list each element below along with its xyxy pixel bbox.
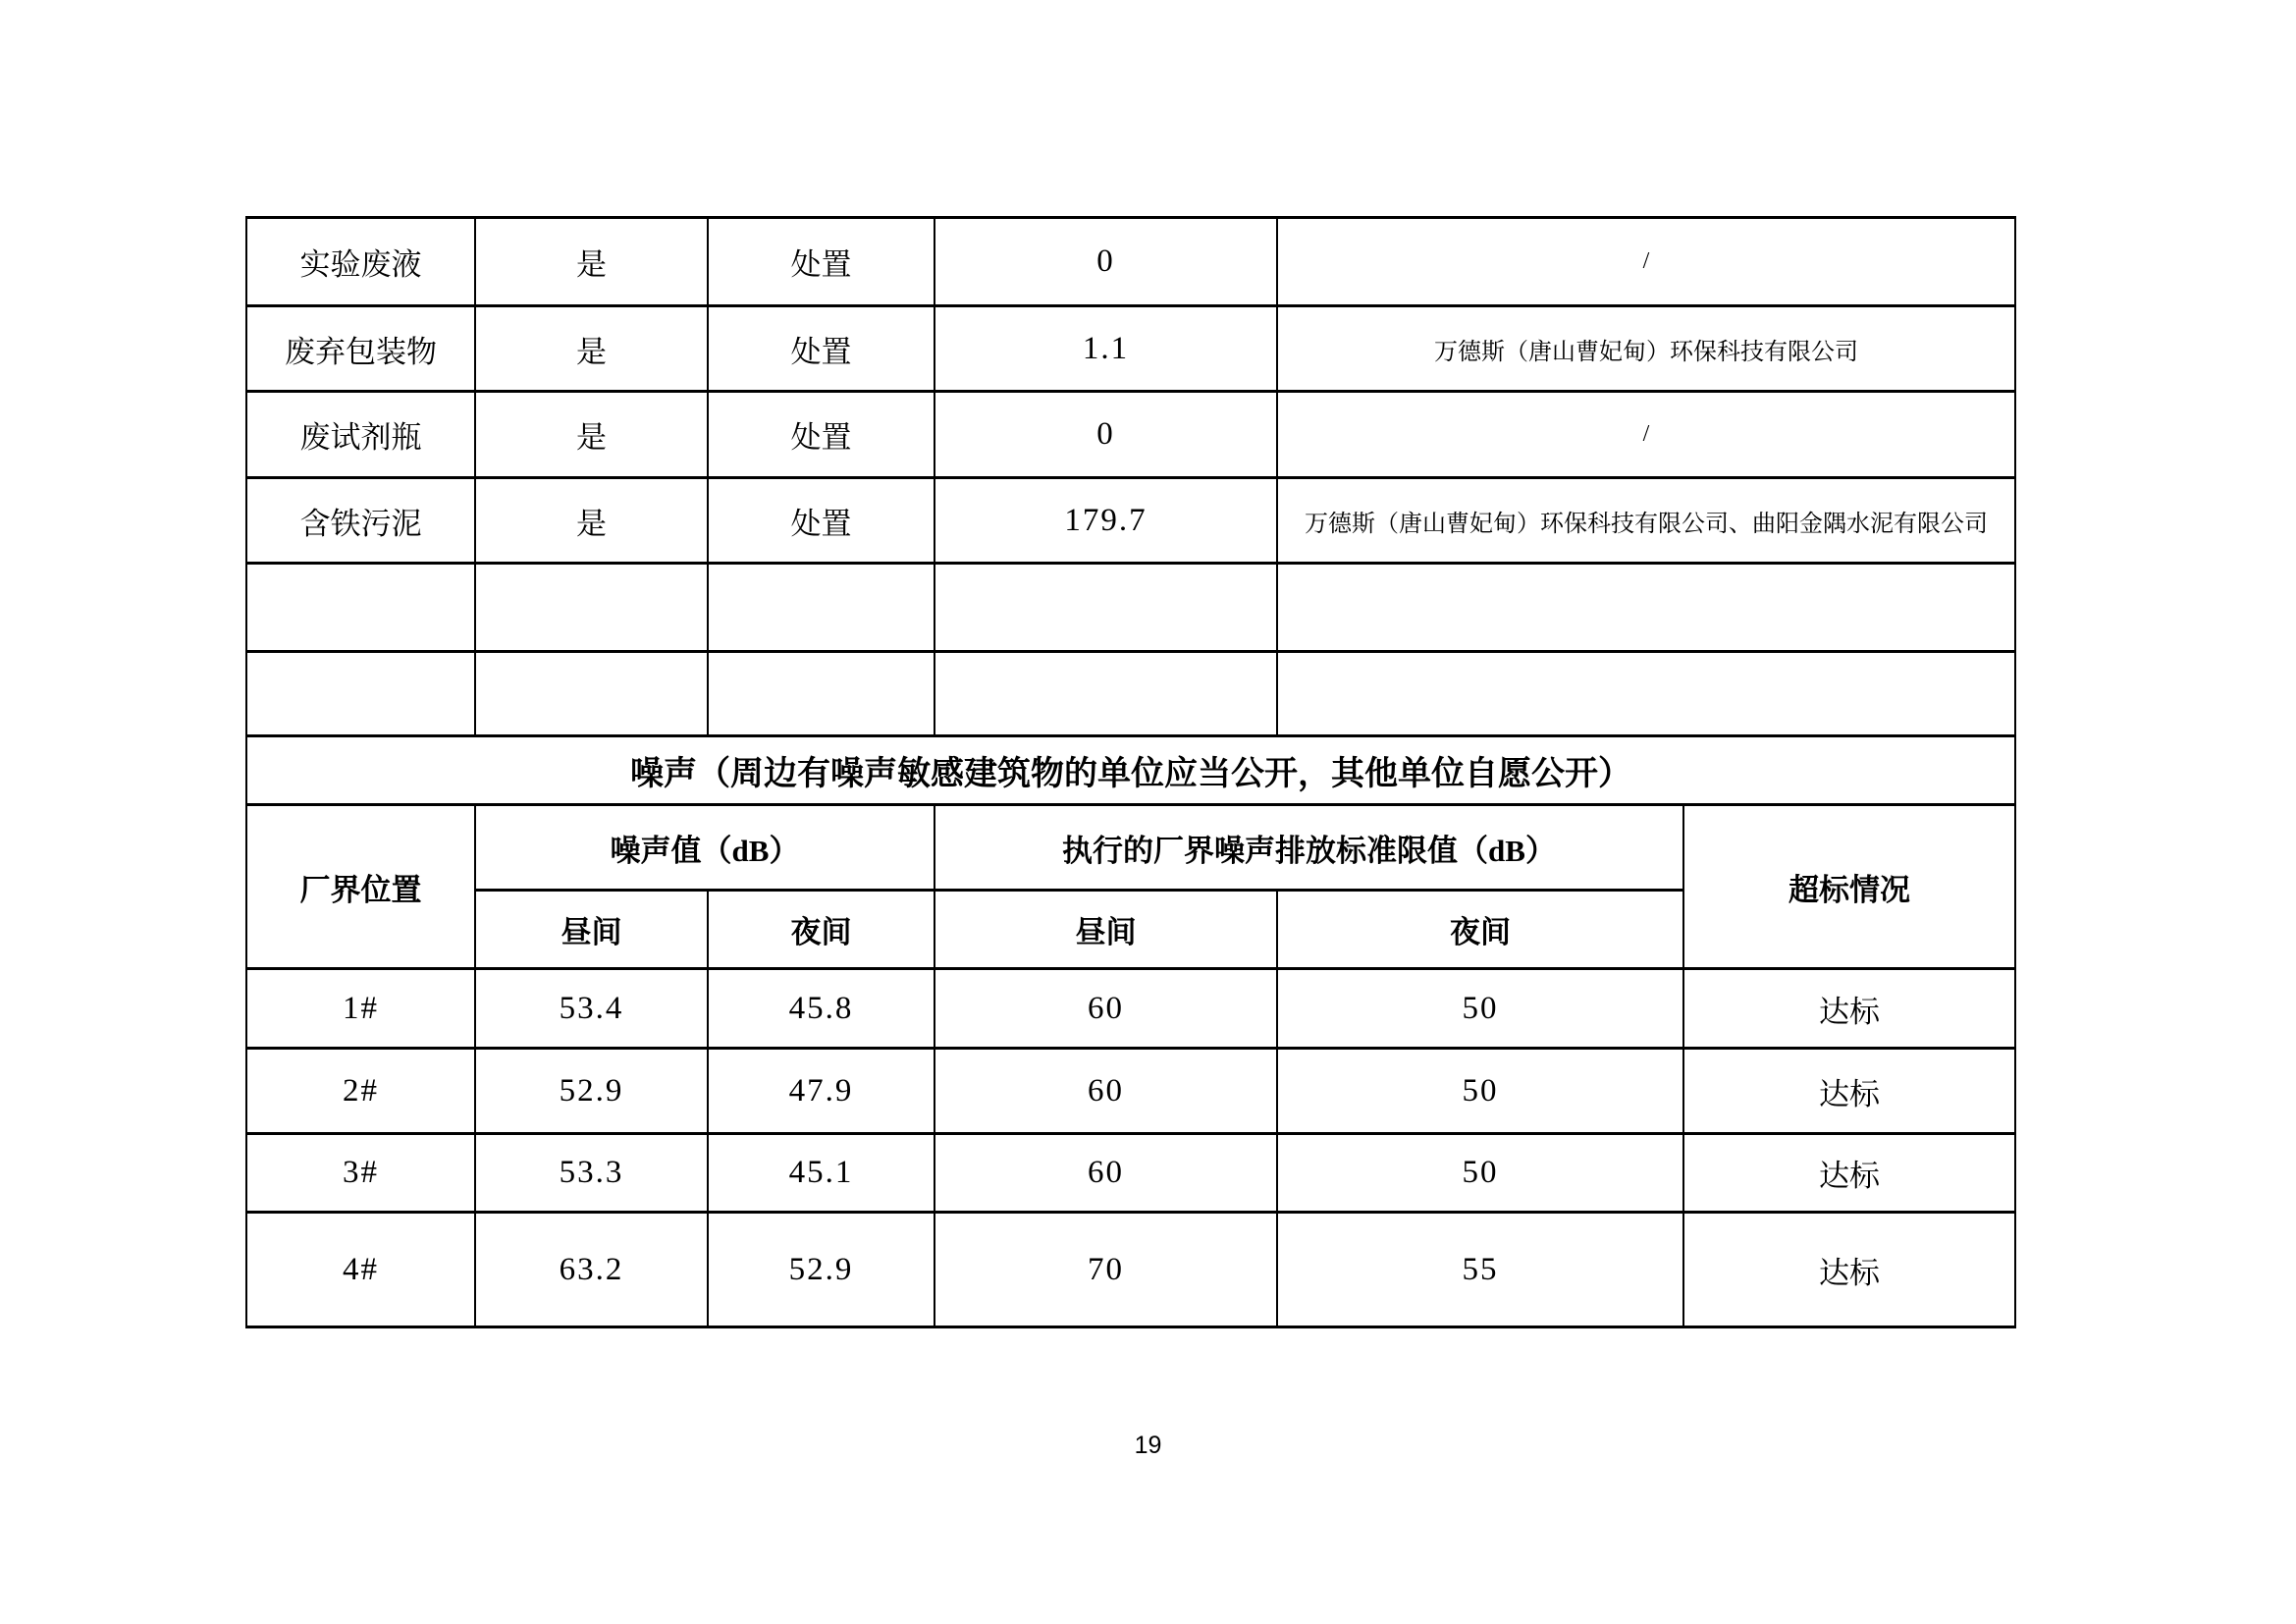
receiver-cell: / xyxy=(1277,392,2015,478)
night-limit-cell: 50 xyxy=(1277,1049,1683,1134)
day-limit-cell: 60 xyxy=(934,1049,1277,1134)
night-header: 夜间 xyxy=(708,891,934,969)
waste-row xyxy=(246,392,2015,478)
night-limit-cell: 55 xyxy=(1277,1213,1683,1327)
amount-cell xyxy=(934,652,1277,736)
status-cell: 达标 xyxy=(1683,1134,2015,1213)
amount-cell: 0 xyxy=(934,392,1277,478)
boundary-location-cell: 1# xyxy=(246,969,475,1049)
amount-cell: 0 xyxy=(934,218,1277,306)
noise-row xyxy=(246,969,2015,1049)
receiver-cell: 万德斯（唐山曹妃甸）环保科技有限公司、曲阳金隅水泥有限公司 xyxy=(1277,478,2015,564)
amount-cell: 179.7 xyxy=(934,478,1277,564)
disposal-method-cell: 处置 xyxy=(708,306,934,392)
noise-section-title-row xyxy=(246,736,2015,805)
noise-row xyxy=(246,1049,2015,1134)
disclosure-cell: 是 xyxy=(475,306,708,392)
noise-value-group-header: 噪声值（dB） xyxy=(475,805,934,891)
boundary-location-cell: 3# xyxy=(246,1134,475,1213)
waste-row-empty xyxy=(246,564,2015,652)
waste-row-empty xyxy=(246,652,2015,736)
receiver-cell: / xyxy=(1277,218,2015,306)
status-cell: 达标 xyxy=(1683,1049,2015,1134)
receiver-cell: 万德斯（唐山曹妃甸）环保科技有限公司 xyxy=(1277,306,2015,392)
night-value-cell: 45.8 xyxy=(708,969,934,1049)
night-value-cell: 45.1 xyxy=(708,1134,934,1213)
waste-row xyxy=(246,478,2015,564)
day-limit-cell: 60 xyxy=(934,969,1277,1049)
status-cell: 达标 xyxy=(1683,969,2015,1049)
disposal-method-cell: 处置 xyxy=(708,218,934,306)
receiver-cell xyxy=(1277,652,2015,736)
disposal-method-cell xyxy=(708,652,934,736)
noise-section-title: 噪声（周边有噪声敏感建筑物的单位应当公开，其他单位自愿公开） xyxy=(246,736,2015,805)
waste-row xyxy=(246,306,2015,392)
waste-name-cell: 废试剂瓶 xyxy=(246,392,475,478)
disclosure-cell: 是 xyxy=(475,478,708,564)
day-value-cell: 63.2 xyxy=(475,1213,708,1327)
waste-name-cell xyxy=(246,652,475,736)
night-limit-header: 夜间 xyxy=(1277,891,1683,969)
amount-cell: 1.1 xyxy=(934,306,1277,392)
day-limit-cell: 60 xyxy=(934,1134,1277,1213)
status-cell: 达标 xyxy=(1683,1213,2015,1327)
waste-name-cell xyxy=(246,564,475,652)
day-limit-cell: 70 xyxy=(934,1213,1277,1327)
noise-header-row-1 xyxy=(246,805,2015,891)
night-limit-cell: 50 xyxy=(1277,969,1683,1049)
waste-row xyxy=(246,218,2015,306)
noise-row xyxy=(246,1134,2015,1213)
noise-row xyxy=(246,1213,2015,1327)
day-limit-header: 昼间 xyxy=(934,891,1277,969)
disposal-method-cell: 处置 xyxy=(708,392,934,478)
disclosure-cell: 是 xyxy=(475,392,708,478)
boundary-location-cell: 2# xyxy=(246,1049,475,1134)
waste-name-cell: 实验废液 xyxy=(246,218,475,306)
waste-name-cell: 含铁污泥 xyxy=(246,478,475,564)
disclosure-cell xyxy=(475,564,708,652)
disclosure-cell xyxy=(475,652,708,736)
disposal-method-cell xyxy=(708,564,934,652)
noise-limit-group-header: 执行的厂界噪声排放标准限值（dB） xyxy=(934,805,1683,891)
day-value-cell: 53.4 xyxy=(475,969,708,1049)
night-value-cell: 52.9 xyxy=(708,1213,934,1327)
day-header: 昼间 xyxy=(475,891,708,969)
night-limit-cell: 50 xyxy=(1277,1134,1683,1213)
boundary-location-header: 厂界位置 xyxy=(246,805,475,969)
exceedance-header: 超标情况 xyxy=(1683,805,2015,969)
disposal-method-cell: 处置 xyxy=(708,478,934,564)
page-number: 19 xyxy=(1134,1432,1162,1459)
boundary-location-cell: 4# xyxy=(246,1213,475,1327)
disclosure-cell: 是 xyxy=(475,218,708,306)
waste-name-cell: 废弃包装物 xyxy=(246,306,475,392)
environment-report-table xyxy=(245,216,2016,1328)
night-value-cell: 47.9 xyxy=(708,1049,934,1134)
receiver-cell xyxy=(1277,564,2015,652)
day-value-cell: 52.9 xyxy=(475,1049,708,1134)
day-value-cell: 53.3 xyxy=(475,1134,708,1213)
amount-cell xyxy=(934,564,1277,652)
